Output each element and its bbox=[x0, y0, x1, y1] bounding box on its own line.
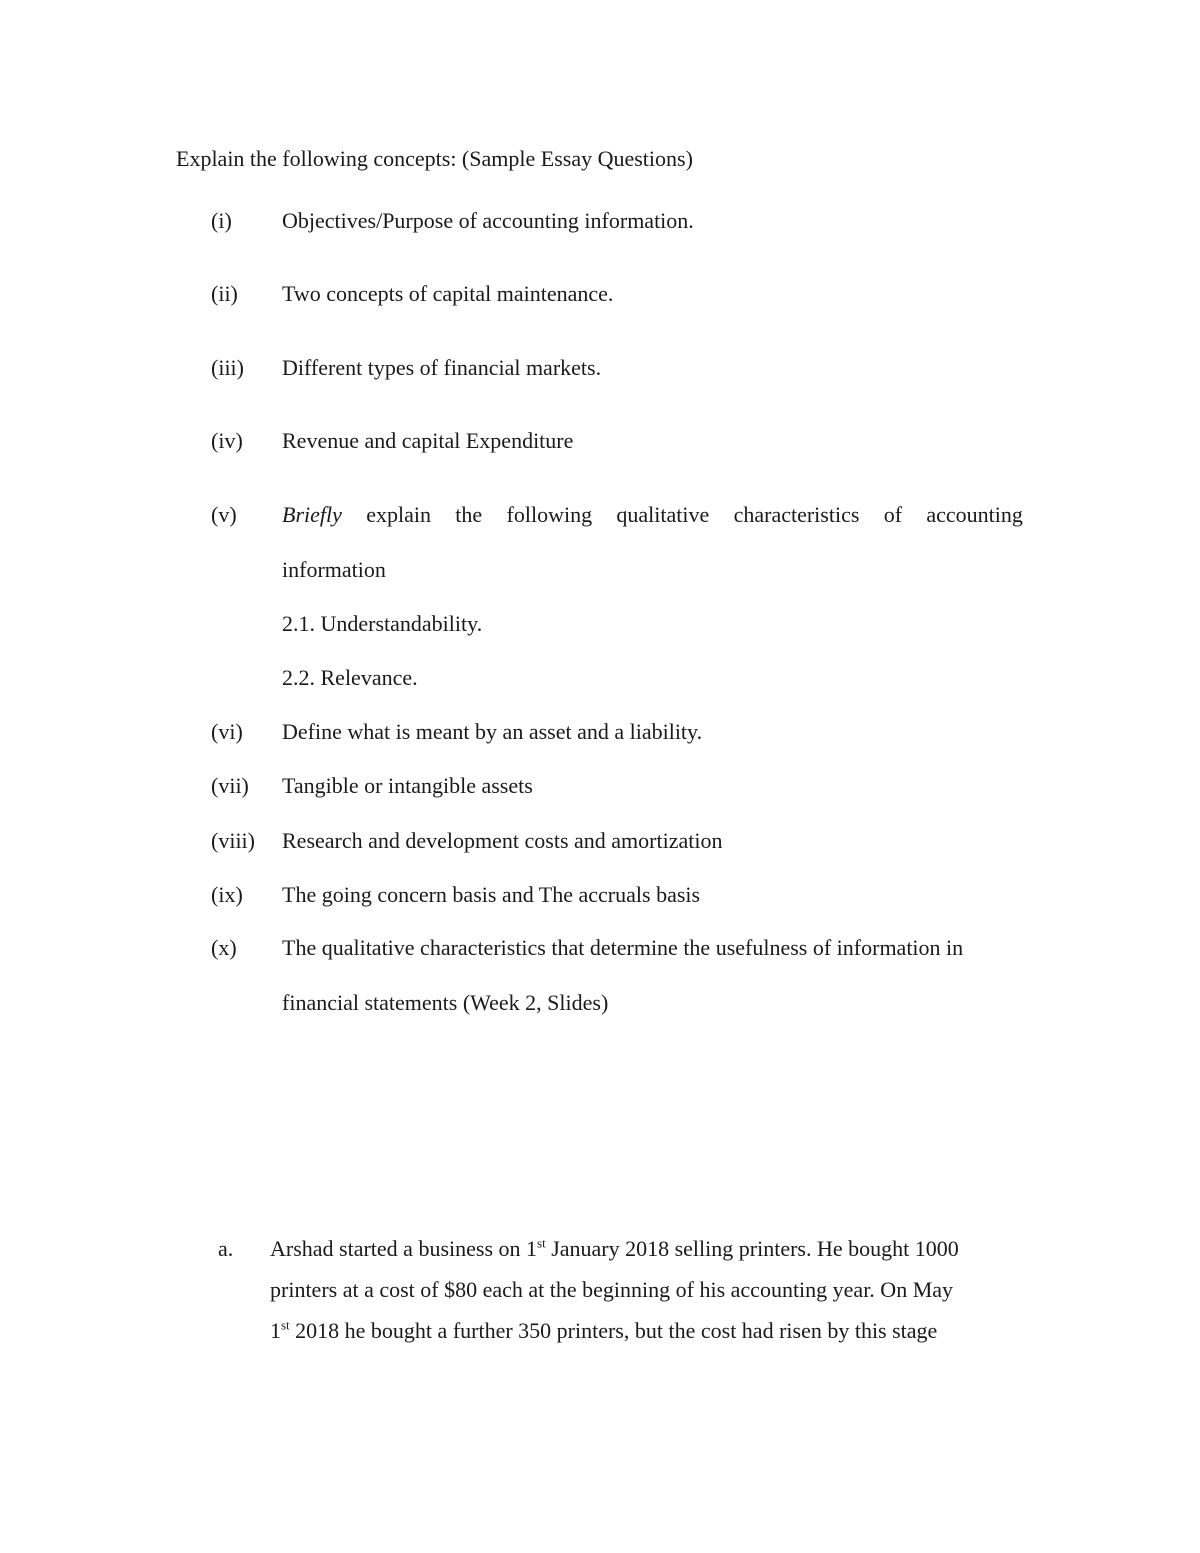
question-number: (vi) bbox=[211, 719, 243, 744]
question-number: (vii) bbox=[211, 773, 249, 798]
question-text: Different types of financial markets. bbox=[282, 355, 602, 380]
question-text: The going concern basis and The accruals basis bbox=[282, 882, 701, 907]
question-word: qualitative bbox=[616, 502, 710, 527]
question-text: Tangible or intangible assets bbox=[282, 773, 533, 798]
question-text-line: financial statements (Week 2, Slides) bbox=[282, 990, 609, 1015]
question-number: (iii) bbox=[211, 355, 244, 380]
question-text-line bbox=[282, 502, 1023, 528]
question-number: (v) bbox=[211, 502, 237, 527]
question-text: Objectives/Purpose of accounting information. bbox=[282, 208, 694, 233]
ordinal-suffix: st bbox=[537, 1235, 546, 1251]
question-text: Define what is meant by an asset and a liability. bbox=[282, 719, 703, 744]
page-heading: Explain the following concepts: (Sample Essay Questions) bbox=[176, 146, 693, 171]
sub-item-relevance: 2.2. Relevance. bbox=[282, 665, 418, 690]
problem-text-line: printers at a cost of $80 each at the beginning of his accounting year. On May bbox=[270, 1277, 954, 1302]
problem-label: a. bbox=[218, 1236, 234, 1261]
question-text-line: information bbox=[282, 557, 386, 582]
question-word: of bbox=[883, 502, 903, 527]
problem-text-part: 2018 he bought a further 350 printers, but the cost had risen by this stage bbox=[295, 1318, 938, 1343]
problem-text-line bbox=[270, 1236, 959, 1262]
problem-text-part: Arshad started a business on 1 bbox=[270, 1236, 538, 1261]
problem-text-part: January 2018 selling printers. He bought 1000 bbox=[551, 1236, 959, 1261]
question-word: following bbox=[506, 502, 593, 527]
question-text: Research and development costs and amortization bbox=[282, 828, 723, 853]
question-text: The qualitative characteristics that determine the usefulness of information in bbox=[282, 935, 964, 960]
question-word: Briefly bbox=[282, 502, 342, 527]
question-word: the bbox=[455, 502, 483, 527]
sub-item-understandability: 2.1. Understandability. bbox=[282, 611, 483, 636]
question-number: (iv) bbox=[211, 428, 243, 453]
question-word: accounting bbox=[926, 502, 1023, 527]
problem-text-part: 1 bbox=[270, 1318, 281, 1343]
question-word: characteristics bbox=[733, 502, 860, 527]
question-text: Two concepts of capital maintenance. bbox=[282, 281, 614, 306]
question-number: (viii) bbox=[211, 828, 255, 853]
question-number: (x) bbox=[211, 935, 237, 960]
ordinal-suffix: st bbox=[281, 1317, 290, 1333]
question-number: (ix) bbox=[211, 882, 243, 907]
question-number: (ii) bbox=[211, 281, 238, 306]
question-word: explain bbox=[366, 502, 431, 527]
question-text: Revenue and capital Expenditure bbox=[282, 428, 574, 453]
question-number: (i) bbox=[211, 208, 232, 233]
problem-text-line bbox=[270, 1318, 937, 1344]
